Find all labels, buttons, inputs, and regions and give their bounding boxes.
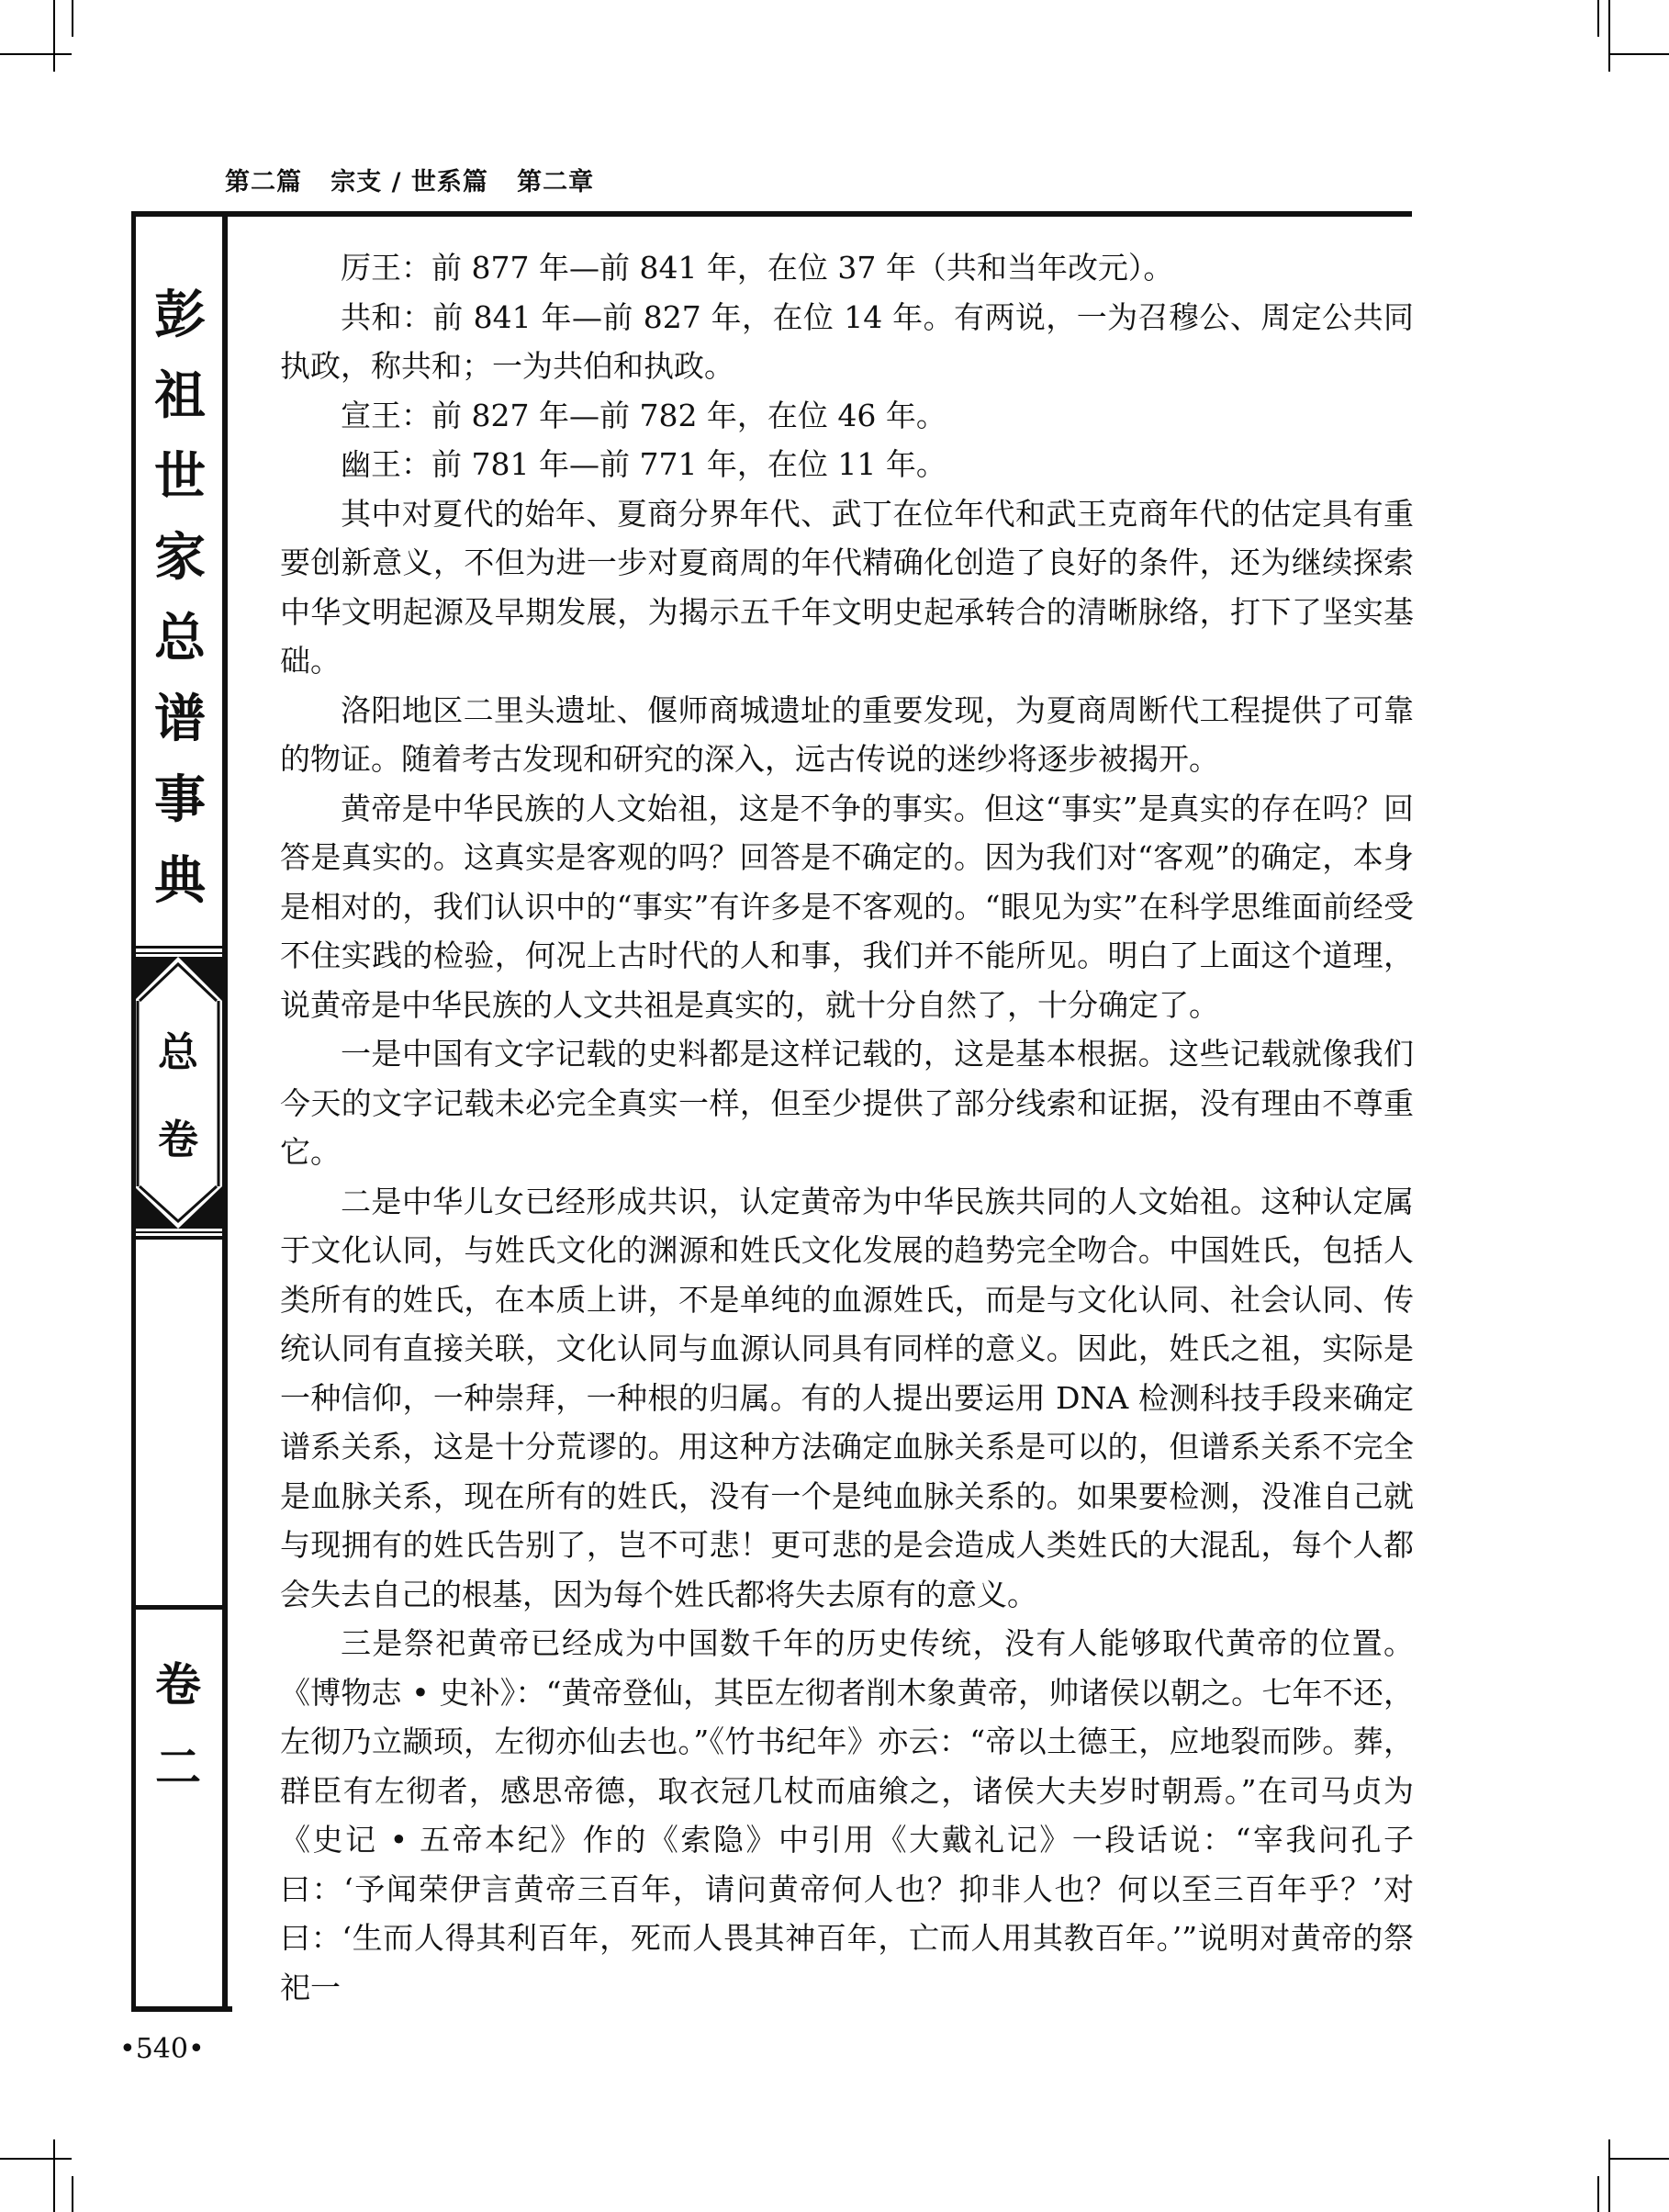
paragraph: 宣王：前 827 年—前 782 年，在位 46 年。 — [341, 397, 947, 433]
paragraph: 洛阳地区二里头遗址、偃师商城遗址的重要发现，为夏商周断代工程提供了可靠的物证。随着考古发现和研究的深入，远古传说的迷纱将逐步被揭开。 — [280, 691, 1414, 777]
paragraph: 二是中华儿女已经形成共识，认定黄帝为中华民族共同的人文始祖。这种认定属于文化认同，与姓氏文化的渊源和姓氏文化发展的趋势完全吻合。中国姓氏，包括人类所有的姓氏，在本质上讲，不是单纯的血源姓氏，而是与文化认同、社会认同、传统认同有直接关联，文化认同与血源认同具有同样的意义。因此，姓氏之祖，实际是一种信仰，一种崇拜，一种根的归属。有的人提出要运用 DNA 检测科技手段来确定谱系关系，这是十分荒谬的。用这种方法确定血脉关系是可以的，但谱系关系不完全是血脉关系，现在所有的姓氏，没有一个是纯血脉关系的。如果要检测，没准自己就与现拥有的姓氏告别了，岂不可悲！更可悲的是会造成人类姓氏的大混乱，每个人都会失去自己的根基，因为每个姓氏都将失去原有的意义。 — [280, 1183, 1414, 1612]
top-rule — [131, 211, 1412, 217]
crop-mark — [1597, 2176, 1599, 2212]
paragraph: 三是祭祀黄帝已经成为中国数千年的历史传统，没有人能够取代黄帝的位置。《博物志 • 史补》：“黄帝登仙，其臣左彻者削木象黄帝，帅诸侯以朝之。七年不还，左彻乃立颛顼，左彻亦仙去也。”《竹书纪年》亦云：“帝以土德王，应地裂而陟。葬，群臣有左彻者，感思帝德，取衣冠几杖而庙飨之，诸侯大夫岁时朝焉。”在司马贞为《史记 • 五帝本纪》作的《索隐》中引用《大戴礼记》一段话说：“宰我问孔子曰：‘予闻荣伊言黄帝三百年，请问黄帝何人也？抑非人也？何以至三百年乎？’对曰：‘生而人得其利百年，死而人畏其神百年，亡而人用其教百年。’”说明对黄帝的祭祀一 — [280, 1625, 1414, 2005]
paragraph: 一是中国有文字记载的史料都是这样记载的，这是基本根据。这些记载就像我们今天的文字记载未必完全真实一样，但至少提供了部分线索和证据，没有理由不尊重它。 — [280, 1036, 1414, 1170]
running-header — [225, 162, 594, 197]
crop-mark — [53, 2139, 55, 2212]
title-char: 彭 — [154, 286, 206, 345]
page-number: •540• — [119, 2033, 205, 2065]
volume-ornament — [134, 946, 222, 1240]
header-chapter: 第二章 — [517, 168, 595, 196]
juan-char: 二 — [155, 1741, 201, 1794]
title-char: 谱 — [154, 690, 206, 749]
book-title-vertical — [138, 275, 222, 922]
paragraph: 幽王：前 781 年—前 771 年，在位 11 年。 — [341, 446, 947, 482]
inner-left-border — [222, 211, 228, 2012]
crop-mark — [72, 0, 73, 37]
crop-mark — [1608, 2139, 1610, 2212]
header-part: 第二篇 — [225, 168, 302, 196]
crop-mark — [1608, 2158, 1669, 2160]
main-text — [280, 243, 1414, 2012]
volume-label-top: 总 — [158, 1029, 198, 1076]
juan-char: 卷 — [155, 1658, 201, 1712]
title-char: 世 — [154, 447, 206, 507]
paragraph: 黄帝是中华民族的人文始祖，这是不争的事实。但这“事实”是真实的存在吗？回答是真实的。这真实是客观的吗？回答是不确定的。因为我们对“客观”的确定，本身是相对的，我们认识中的“事实”有许多是不客观的。“眼见为实”在科学思维面前经受不住实践的检验，何况上古时代的人和事，我们并不能所见。明白了上面这个道理，说黄帝是中华民族的人文共祖是真实的，就十分自然了，十分确定了。 — [280, 790, 1414, 1023]
bottom-rule — [131, 2006, 232, 2012]
header-section: 宗支 / 世系篇 — [330, 168, 488, 196]
paragraph: 共和：前 841 年—前 827 年，在位 14 年。有两说，一为召穆公、周定公共同执政，称共和；一为共伯和执政。 — [280, 298, 1414, 384]
title-char: 祖 — [154, 366, 206, 426]
crop-mark — [53, 0, 55, 72]
title-char: 事 — [154, 770, 206, 830]
paragraph: 厉王：前 877 年—前 841 年，在位 37 年（共和当年改元）。 — [341, 250, 1174, 286]
crop-mark — [1597, 0, 1599, 37]
crop-mark — [0, 2158, 72, 2160]
crop-mark — [1608, 53, 1669, 55]
crop-mark — [1608, 0, 1610, 72]
juan-label — [134, 1644, 222, 1809]
crop-mark — [0, 53, 72, 55]
juan-top-rule — [134, 1605, 222, 1610]
title-char: 典 — [154, 851, 206, 911]
title-char: 家 — [154, 528, 206, 588]
paragraph: 其中对夏代的始年、夏商分界年代、武丁在位年代和武王克商年代的估定具有重要创新意义，不但为进一步对夏商周的年代精确化创造了良好的条件，还为继续探索中华文明起源及早期发展，为揭示五千年文明史起承转合的清晰脉络，打下了坚实基础。 — [280, 495, 1414, 679]
diamond-frame-icon — [134, 946, 222, 1240]
volume-label-bottom: 卷 — [158, 1117, 198, 1163]
title-char: 总 — [154, 609, 206, 668]
crop-mark — [72, 2176, 73, 2212]
